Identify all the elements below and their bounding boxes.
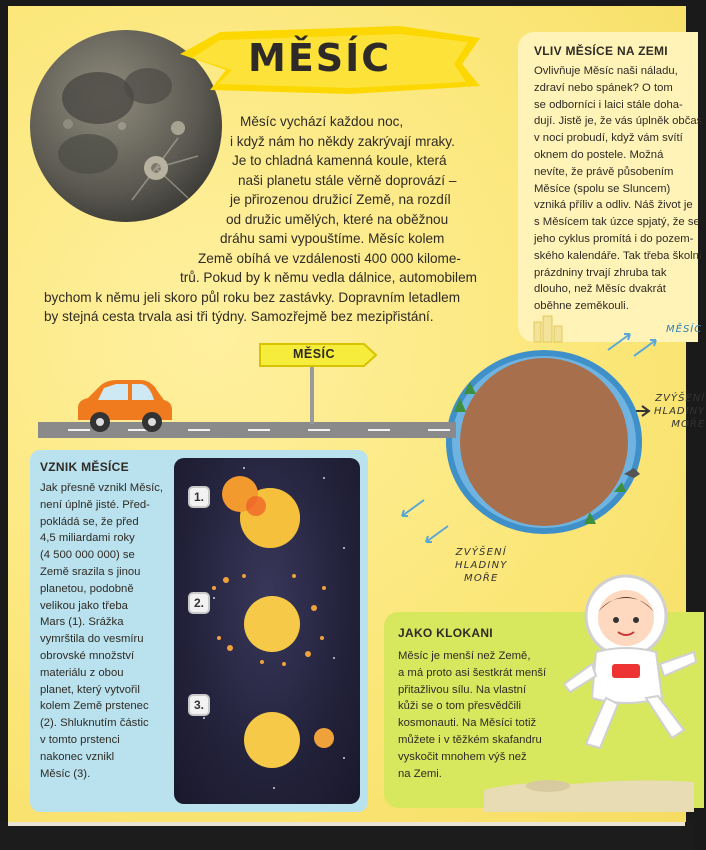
text-line: obrovské množství [40,649,135,662]
road-dash [308,429,330,431]
text-line: v tomto prstenci [40,733,120,746]
intro-line: i když nám ho někdy zakrývají mraky. [230,133,455,149]
text-line: Měsíc je menší než Země, [398,650,531,662]
label-line: MOŘE [671,419,706,430]
road-sign-label: MĚSÍC [292,347,336,361]
book-page [8,6,706,822]
label-line: MOŘE [464,573,499,584]
step-badge: 1. [188,486,210,508]
intro-line: by stejná cesta trvala asi tři týdny. Samozřejmě bez mezipřistání. [44,309,434,324]
kangaroo-heading: JAKO KLOKANI [398,626,493,640]
text-line: Ovlivňuje Měsíc naši náladu, [534,65,678,77]
text-line: (4 500 000 000) se [40,549,135,562]
city-silhouette-icon [532,312,572,342]
text-line: nevíte, že právě působením [534,165,674,178]
text-line: zdraví nebo spánek? O tom [534,81,673,94]
text-line: oběhne zeměkouli. [534,300,629,313]
text-line: se odborníci i laici stále doha- [534,98,683,111]
text-line: můžete i v těžkém skafandru [398,733,542,746]
road-dash [248,429,270,431]
step-badge: 3. [188,694,210,716]
text-line: ského kalendáře. Tak třeba školní [534,249,703,262]
moon-influence-heading: VLIV MĚSÍCE NA ZEMI [534,44,668,58]
text-line: vymrštila do vesmíru [40,633,144,646]
text-line: v noci probudí, když vám svítí [534,132,683,145]
label-line: ZVÝŠENÍ [455,547,507,558]
text-line: 4,5 miliardami roky [40,532,135,545]
text-line: prázdniny trvají zhruba tak [534,266,667,279]
moon-influence-text [534,63,703,315]
text-line: Jak přesně vznikl Měsíc, [40,482,164,494]
text-line: Měsíce (spolu se Sluncem) [534,182,671,195]
text-line: planetou, podobně [40,582,134,595]
page-edge [0,822,693,850]
text-line: planet, který vytvořil [40,683,140,696]
intro-line: Země obíhá ve vzdálenosti 400 000 kilome- [198,250,461,266]
text-line: nakonec vznikl [40,750,115,763]
step-badge: 2. [188,592,210,614]
intro-line: dráhu sami vypouštíme. Měsíc kolem [220,231,445,246]
intro-line: Měsíc vychází každou noc, [240,114,404,129]
label-line: HLADINY [654,406,706,417]
text-line: Měsíc (3). [40,767,91,780]
sign-post [310,362,314,424]
label-line: ZVÝŠENÍ [655,393,706,404]
road-dash [428,429,450,431]
text-line: dlouho, než Měsíc dvakrát [534,283,666,296]
text-line: jeho cyklus promítá i do pozem- [534,232,694,245]
road-dash [188,429,210,431]
astronaut-illustration [556,568,706,758]
earth-tides-illustration [434,342,664,542]
intro-line: od družic umělých, které na oběžnou [226,211,449,227]
text-line: kosmonauti. Na Měsíci totiž [398,717,537,730]
text-line: Země srazila s jinou [40,565,141,578]
intro-line: je přirozenou družicí Země, na rozdíl [230,192,451,207]
text-line: vzniká příliv a odliv. Náš život je [534,199,693,212]
text-line: oknem do postele. Možná [534,148,664,161]
moon-formation-panel [174,458,360,804]
moon-influence-box [518,32,703,342]
starfield [174,458,360,804]
text-line: velikou jako třeba [40,599,128,612]
intro-paragraph [34,112,524,327]
intro-line: trů. Pokud by k němu vedla dálnice, automobilem [180,270,477,285]
intro-line: Je to chladná kamenná koule, která [232,153,447,168]
car-illustration [72,378,176,434]
sea-rise-label-left [455,546,508,585]
text-line: kolem Země prstenec [40,700,149,713]
road-dash [368,429,390,431]
text-line: (2). Shluknutím částic [40,717,149,730]
text-line: přitažlivou sílu. Na vlastní [398,683,527,696]
text-line: materiálu z obou [40,666,124,679]
moon-origin-heading: VZNIK MĚSÍCE [40,460,129,474]
text-line: dují. Jistě je, že vás úplněk občas [534,115,703,128]
text-line: kůži se o tom přesvědčili [398,700,522,713]
moon-direction-label: MĚSÍC [666,324,703,335]
label-line: HLADINY [455,560,508,571]
text-line: vyskočit mnohem výš než [398,750,527,763]
moon-ground [484,760,694,812]
page-title: MĚSÍC [248,36,392,80]
text-line: na Zemi. [398,767,442,780]
text-line: s Měsícem tak úzce spjatý, že se [534,216,700,229]
text-line: Mars (1). Srážka [40,616,124,629]
text-line: pokládá se, že před [40,515,139,528]
text-line: a má proto asi šestkrát menší [398,666,547,679]
text-line: není úplně jisté. Před- [40,498,150,511]
intro-line: naši planetu stále věrně doprovází – [238,172,457,188]
intro-line: bychom k němu jeli skoro půl roku bez zastávky. Dopravním letadlem [44,289,461,305]
